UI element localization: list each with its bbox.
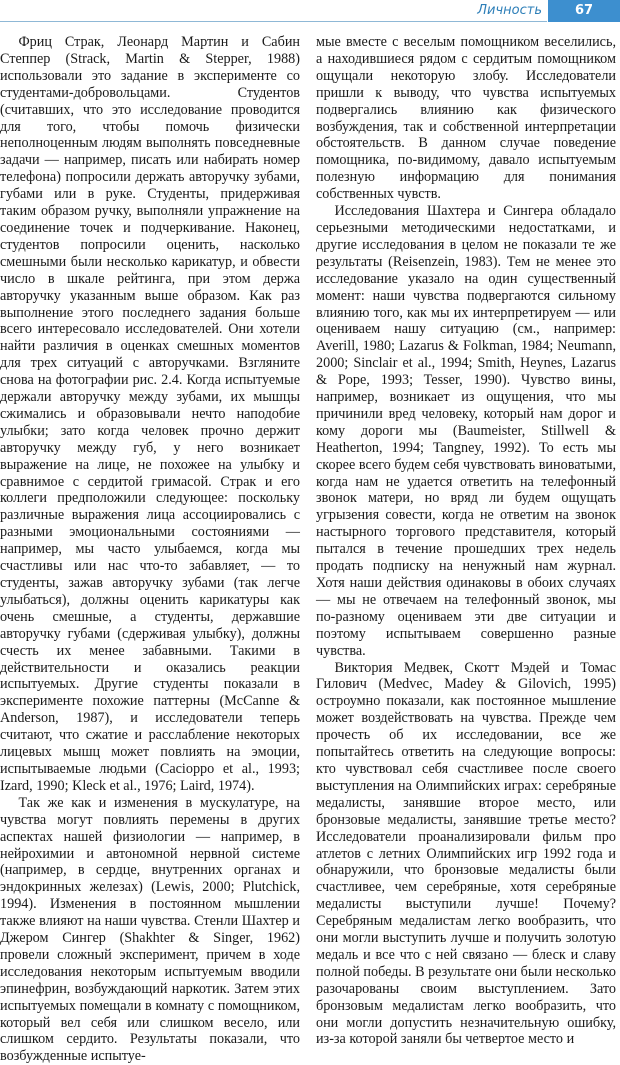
page-number: 67 xyxy=(548,0,620,22)
right-column xyxy=(316,34,616,1048)
paragraph: мые вместе с веселым помощником веселились, а находившиеся рядом с сердитым помощником ощущали некоторую злобу. Исследователи пришли к выводу, что чувства испытуемых подвергались влиянию как физического возбуждения, так и собственной интерпретации обстоятельств. В данном случае поведение помощника, по-видимому, давало испытуемым полезную информацию для понимания собственных чувств. xyxy=(316,34,616,203)
header-rule xyxy=(0,21,547,22)
section-title: Личность xyxy=(477,3,542,18)
paragraph: Так же как и изменения в мускулатуре, на чувства могут повлиять перемены в других аспектах нашей физиологии — например, в нейрохимии и автономной нервной системе (например, в сердце, внутренних органах и эндокринных железах) (Lewis, 2000; Plutchick, 1994). Изменения в постоянном мышлении также влияют на наши чувства. Стенли Шахтер и Джером Сингер (Shakhter & Singer, 1962) провели сложный эксперимент, причем в ходе исследования некоторым испытуемым вводили эпинефрин, возбуждающий наркотик. Затем этих испытуемых помещали в комнату с помощником, который вел себя или слишком весело, или слишком сердито. Результаты показали, что возбужденные испытуе- xyxy=(0,794,300,1065)
paragraph: Фриц Страк, Леонард Мартин и Сабин Степпер (Strack, Martin & Stepper, 1988) использовали это задание в эксперименте со студентами-добровольцами. Студентов (считавших, что это исследование проводится для того, чтобы помочь физически неполноценным людям выполнять повседневные задачи — например, писать или набирать номер телефона) попросили держать авторучку зубами, губами или в руке. Студенты, придерживая таким образом ручку, выполняли упражнение на соединение точек и подчеркивание. Наконец, студентов попросили оценить, насколько смешными были несколько карикатур, и обвести число в шкале рейтинга, при этом держа авторучку указанным выше образом. Как раз выполнение этого последнего задания больше всего интересовало исследователей. Они хотели найти различия в оценках смешных моментов для трех ситуаций с авторучками. Взгляните снова на фотографии рис. 2.4. Когда испытуемые держали авторучку между зубами, их мышцы сжимались и образовывали нечто наподобие улыбки; зато когда человек прочно держит авторучку между губ, у него возникает выражение на лице, не похожее на улыбку и сравнимое с сердитой гримасой. Страк и его коллеги предположили следующее: поскольку различные выражения лица ассоциировались с разными эмоциональными состояниями — например, мы часто улыбаемся, когда мы счастливы или нас что-то забавляет, — то студенты, зажав авторучку зубами (так легче улыбаться), должны оценить карикатуры как очень смешные, а студенты, державшие авторучку губами (сдерживая улыбку), должны счесть их менее забавными. Такими в действительности и оказались реакции испытуемых. Другие студенты показали в эксперименте похожие паттерны (McCanne & Anderson, 1987), и исследователи теперь считают, что сжатие и расслабление некоторых лицевых мышц может повлиять на эмоции, испытываемые людьми (Cacioppo et al., 1993; Izard, 1990; Kleck et al., 1976; Laird, 1974). xyxy=(0,34,300,794)
text-columns xyxy=(0,34,620,1065)
page-header xyxy=(0,0,620,22)
paragraph: Виктория Медвек, Скотт Мэдей и Томас Гилович (Medvec, Madey & Gilovich, 1995) остроумно показали, как постоянное мышление может воздействовать на чувства. Прежде чем прочесть об их исследовании, все же попытайтесь ответить на следующие вопросы: кто чувствовал себя счастливее после своего выступления на Олимпийских играх: серебряные медалисты, занявшие второе место, или бронзовые медалисты, занявшие третье место? Исследователи проанализировали фильм про атлетов с летних Олимпийских игр 1992 года и обнаружили, что бронзовые медалисты были счастливее, чем серебряные, хотя серебряные медалисты выступили лучше! Почему? Серебряным медалистам легко вообразить, что они могли выступить лучше и получить золотую медаль и все что с ней связано — блеск и славу полной победы. В результате они были несколько разочарованы своим выступлением. Зато бронзовым медалистам легко вообразить, что они могли допустить незначительную ошибку, из-за которой заняли бы четвертое место и xyxy=(316,659,617,1048)
paragraph: Исследования Шахтера и Сингера обладало серьезными методическими недостатками, и другие исследования в целом не показали те же результаты (Reisenzein, 1983). Тем не менее это исследование указало на один существенный момент: наши чувства подвергаются сильному влиянию того, как мы их интерпретируем — или оцениваем нашу ситуацию (см., например: Averill, 1980; Lazarus & Folkman, 1984; Neumann, 2000; Sinclair et al., 1994; Smith, Heynes, Lazarus & Pope, 1993; Tesser, 1990). Чувство вины, например, возникает из ощущения, что мы причинили вред человеку, который нам дорог и кому дороги мы (Baumeister, Stillwell & Heatherton, 1994; Tangney, 1992). То есть мы скорее всего будем себя чувствовать виноватыми, когда нам не удается ответить на телефонный звонок матери, но вряд ли будем ощущать угрызения совести, когда не ответим на звонок настырного торгового представителя, который пытался в течение прошедших трех недель продать подписку на ненужный нам журнал. Хотя наши действия одинаковы в обоих случаях — мы не отвечаем на телефонный звонок, мы по-разному оцениваем эти две ситуации и поэтому испытываем совершенно разные чувства. xyxy=(316,203,616,659)
left-column xyxy=(0,34,300,1065)
